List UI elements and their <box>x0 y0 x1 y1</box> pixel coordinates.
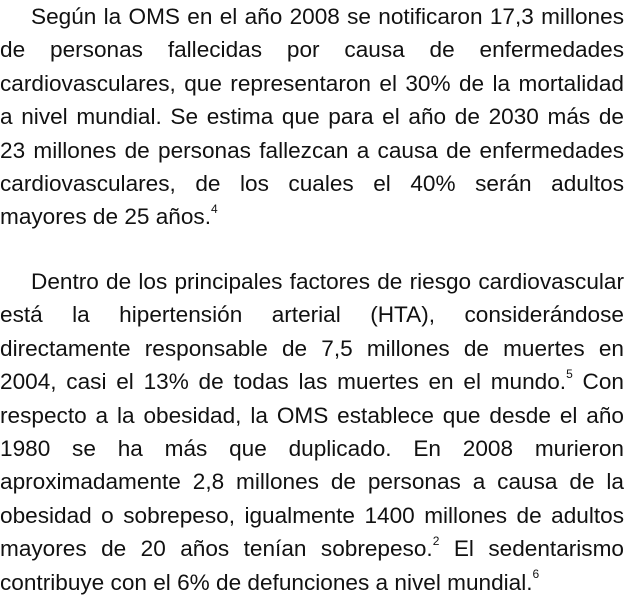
reference-superscript: 6 <box>532 567 540 582</box>
reference-superscript: 2 <box>432 533 440 548</box>
reference-superscript: 4 <box>211 201 218 216</box>
paragraph-text: Según la OMS en el año 2008 se notificaron 17,3 millones de personas fallecidas por causa de enfermedades cardiovasculares, que representaron el 30% de la mortalidad a nivel mundial. Se estima que para el año de 2030 más de 23 millones de personas fallezcan a causa de enfermedades cardiovasculares, de los cuales el 40% serán adultos mayores de 25 años. <box>0 4 624 230</box>
paragraph-cardiovascular-mortality <box>0 0 624 234</box>
paragraph-text: Dentro de los principales factores de riesgo cardiovascular está la hipertensión arterial (HTA), considerándose directamente responsable de 7,5 millones de muertes en 2004, casi el 13% de todas las muertes en el mundo. <box>0 269 624 395</box>
paragraph-text: Con respecto a la obesidad, la OMS establece que desde el año 1980 se ha más que duplicado. En 2008 murieron aproximadamente 2,8 millones de personas a causa de la obesidad o sobrepeso, igualmente 1400 millones de adultos mayores de 20 años tenían sobrepeso. <box>0 369 624 562</box>
paragraph-text: El sedentarismo contribuye con el 6% de defunciones a nivel mundial. <box>0 536 624 595</box>
reference-superscript: 5 <box>566 366 573 381</box>
paragraph-risk-factors <box>0 265 624 599</box>
